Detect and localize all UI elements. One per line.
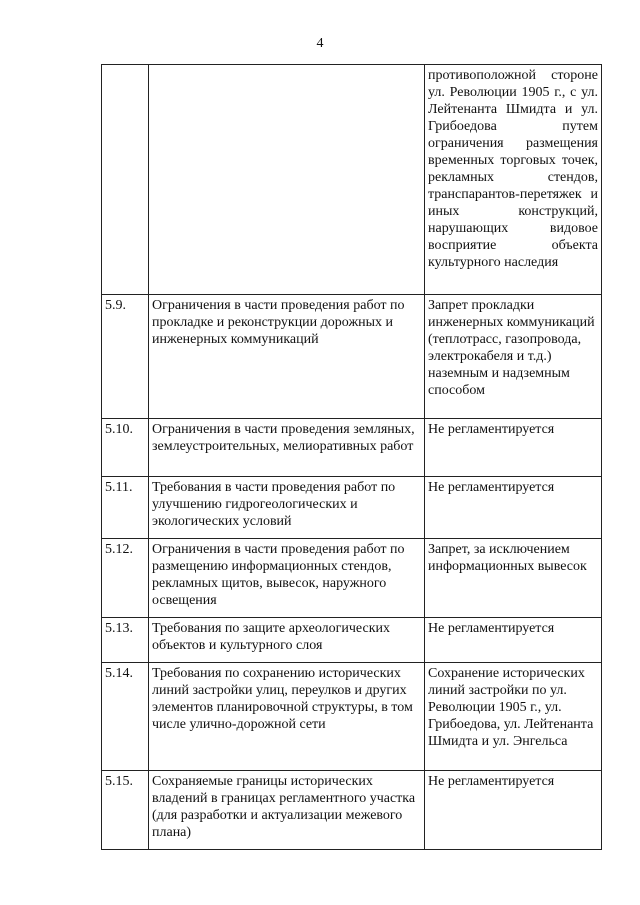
row-number: 5.14.: [102, 663, 149, 771]
regulations-table: [101, 64, 602, 850]
row-number: 5.11.: [102, 477, 149, 539]
row-requirement: Ограничения в части проведения работ по размещению информационных стендов, рекламных щитов, вывесок, наружного освещения: [149, 539, 425, 618]
row-regulation: Не регламентируется: [425, 419, 602, 477]
table-row: [102, 618, 602, 663]
row-requirement: Сохраняемые границы исторических владений в границах регламентного участка (для разработки и актуализации межевого плана): [149, 771, 425, 850]
table-row: [102, 477, 602, 539]
row-number: 5.15.: [102, 771, 149, 850]
row-requirement: Требования в части проведения работ по улучшению гидрогеологических и экологических условий: [149, 477, 425, 539]
row-requirement: Требования по защите археологических объектов и культурного слоя: [149, 618, 425, 663]
table-row: [102, 771, 602, 850]
row-regulation: Не регламентируется: [425, 618, 602, 663]
table-row: [102, 539, 602, 618]
row-requirement: Ограничения в части проведения работ по прокладке и реконструкции дорожных и инженерных коммуникаций: [149, 295, 425, 419]
row-regulation: Запрет прокладки инженерных коммуникаций (теплотрасс, газопровода, электрокабеля и т.д.) наземным и надземным способом: [425, 295, 602, 419]
row-number: 5.13.: [102, 618, 149, 663]
row-number: 5.9.: [102, 295, 149, 419]
table-row: [102, 295, 602, 419]
row-regulation: Не регламентируется: [425, 771, 602, 850]
row-number: 5.12.: [102, 539, 149, 618]
row-regulation: Не регламентируется: [425, 477, 602, 539]
row-requirement: [149, 65, 425, 295]
row-regulation: Сохранение исторических линий застройки по ул. Революции 1905 г., ул. Грибоедова, ул. Лейтенанта Шмидта и ул. Энгельса: [425, 663, 602, 771]
table-row: [102, 663, 602, 771]
row-number: 5.10.: [102, 419, 149, 477]
table-row: [102, 65, 602, 295]
row-regulation: противоположной стороне ул. Революции 1905 г., с ул. Лейтенанта Шмидта и ул. Грибоедова путем ограничения размещения временных торговых точек, рекламных стендов, транспарантов-перетяжек и иных конструкций, нарушающих видовое восприятие объекта культурного наследия: [425, 65, 602, 295]
table-row: [102, 419, 602, 477]
row-number: [102, 65, 149, 295]
row-requirement: Требования по сохранению исторических линий застройки улиц, переулков и других элементов планировочной структуры, в том числе улично-дорожной сети: [149, 663, 425, 771]
row-regulation: Запрет, за исключением информационных вывесок: [425, 539, 602, 618]
row-requirement: Ограничения в части проведения земляных, землеустроительных, мелиоративных работ: [149, 419, 425, 477]
page-number: 4: [316, 36, 324, 51]
